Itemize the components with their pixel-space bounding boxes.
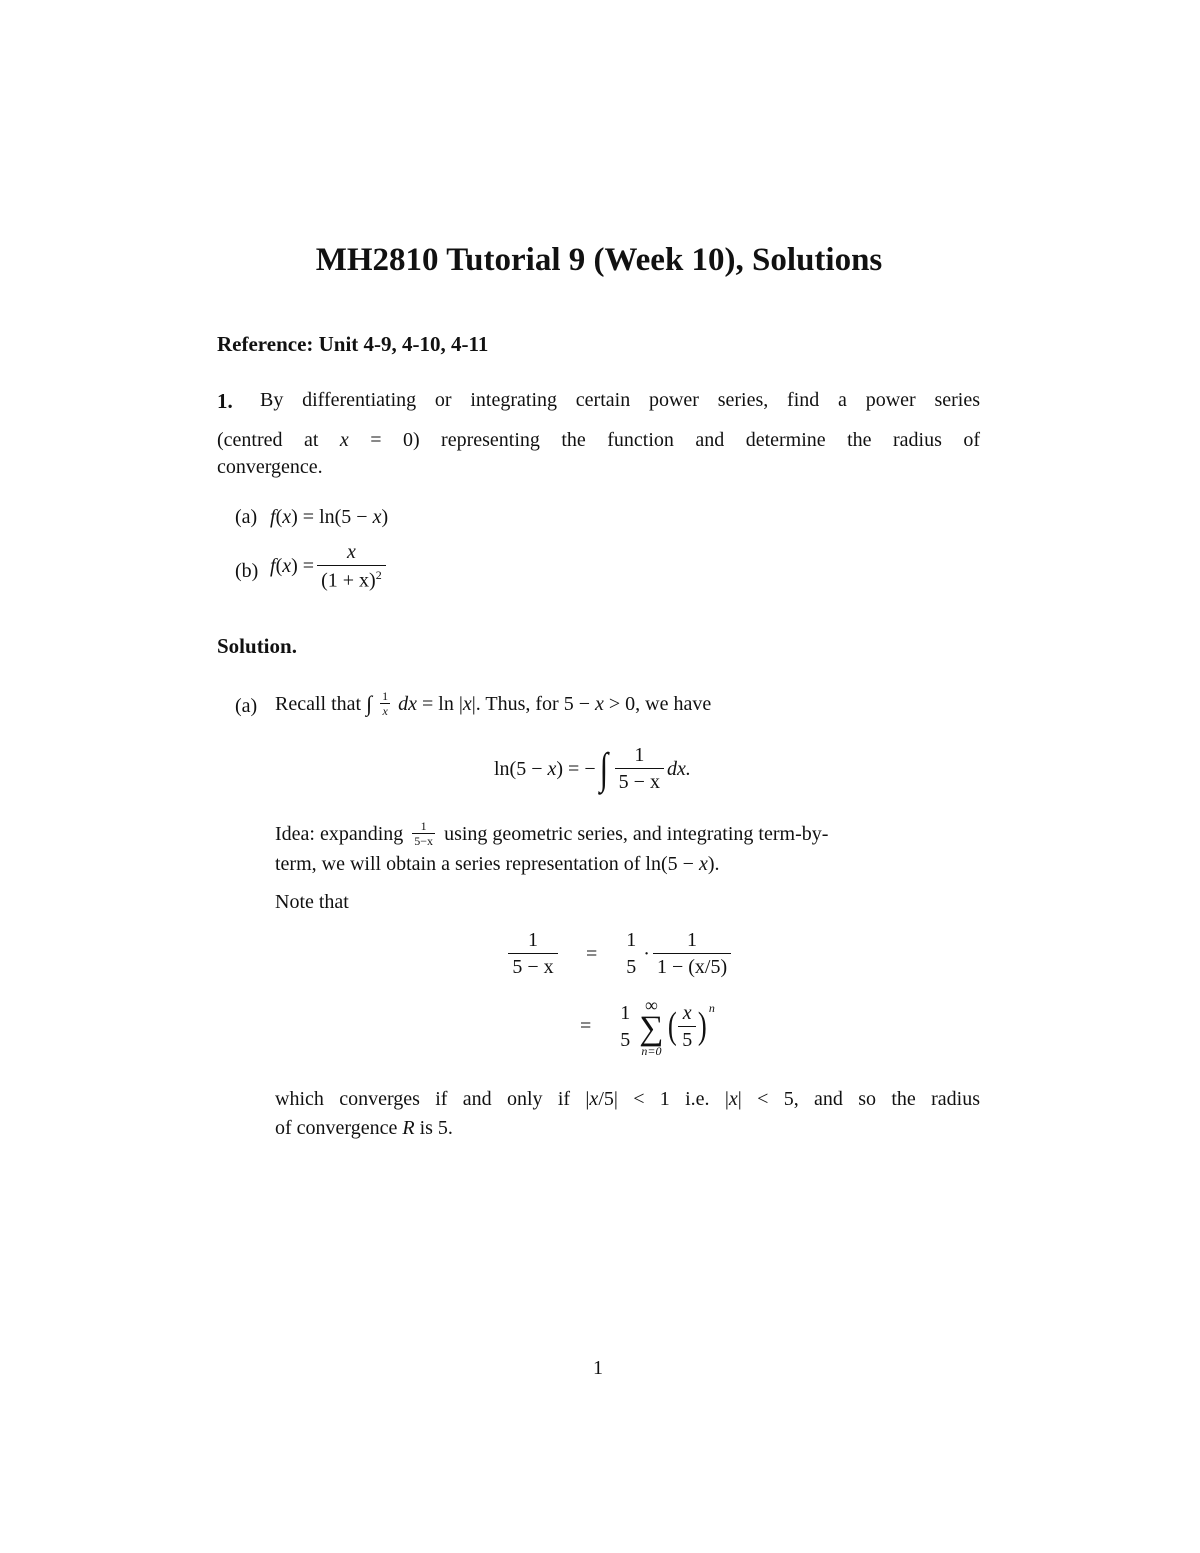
math-variable: x — [282, 506, 292, 528]
fraction-numerator: 1 — [382, 689, 389, 703]
fraction-denominator: 5 — [620, 1028, 631, 1051]
denominator-base: (1 + x) — [321, 569, 376, 592]
display-fraction — [615, 745, 664, 792]
page-number: 1 — [593, 1357, 603, 1379]
page-title: MH2810 Tutorial 9 (Week 10), Solutions — [315, 242, 883, 278]
math-variable: x — [462, 692, 472, 715]
geometric-fraction — [653, 930, 731, 977]
math-variable: dx — [398, 692, 417, 715]
fraction-denominator: 5−x — [414, 834, 434, 848]
display-equation-ln — [494, 745, 691, 792]
recall-line — [275, 690, 711, 717]
solution-heading: Solution. — [217, 634, 297, 658]
one-fifth-fraction — [616, 1003, 634, 1050]
fraction-denominator — [317, 565, 386, 591]
math-variable: x — [547, 757, 557, 780]
text-segment: /5| < 1 i.e. | — [598, 1088, 729, 1110]
text-segment: = ln | — [417, 692, 463, 715]
fraction-denominator: 1 − (x/5) — [653, 953, 731, 977]
fraction-denominator: 5 — [678, 1026, 696, 1050]
integral-sign: ∫ — [366, 690, 373, 716]
sum-upper-limit: ∞ — [644, 995, 658, 1015]
fraction-denominator: 5 − x — [508, 953, 557, 977]
fraction-denominator: 5 − x — [615, 768, 664, 792]
text-segment: of convergence — [275, 1117, 403, 1139]
fraction-numerator: 1 — [420, 819, 427, 833]
equals-sign: = — [586, 942, 598, 965]
fraction-numerator: 1 — [626, 929, 637, 951]
text-segment: ) = ln(5 − — [291, 506, 373, 528]
text-segment: term, we will obtain a series representation of ln(5 − — [275, 853, 699, 875]
idea-line-2 — [275, 854, 720, 874]
text-segment: ( — [275, 506, 283, 528]
one-fifth-fraction — [622, 930, 640, 977]
text-segment: | < 5, and so the radius — [737, 1088, 980, 1110]
fraction-numerator: 1 — [620, 1001, 631, 1024]
math-variable: x — [594, 692, 604, 715]
part-a-label: (a) — [235, 506, 258, 528]
text-segment: ) = — [291, 555, 315, 578]
part-b-label: (b) — [235, 560, 259, 582]
problem-line-1: By differentiating or integrating certain power series, find a power series — [260, 389, 980, 411]
text-segment: |. Thus, for 5 − — [471, 692, 595, 715]
dot-operator: · — [643, 942, 650, 965]
math-variable: f — [270, 555, 276, 578]
text-segment: ) = − — [556, 757, 596, 780]
math-variable: x — [282, 555, 292, 578]
math-variable: x — [339, 429, 349, 451]
text-segment: (centred at — [217, 429, 340, 451]
fraction-numerator: 1 — [528, 929, 538, 951]
text-segment: ) — [381, 506, 389, 528]
part-b-fraction — [317, 542, 386, 591]
math-variable: x — [728, 1088, 738, 1110]
fraction-numerator: x — [682, 1001, 692, 1024]
text-segment: ( — [275, 555, 283, 578]
sigma-icon: ∑ — [639, 1010, 664, 1047]
right-paren: ) — [698, 1005, 707, 1048]
math-variable: R — [402, 1117, 415, 1139]
text-segment: > 0, we have — [603, 692, 712, 715]
fraction-denominator: x — [382, 704, 388, 718]
summation — [639, 996, 663, 1057]
equation-lhs — [494, 759, 596, 779]
equation-row-2 — [580, 996, 715, 1057]
fraction-denominator: 5 — [626, 956, 637, 978]
one-over-x-fraction — [380, 690, 390, 717]
text-segment: is 5. — [414, 1117, 453, 1139]
equals-sign: = — [580, 1015, 592, 1038]
convergence-line-2 — [275, 1118, 453, 1138]
part-a-expression — [270, 507, 388, 527]
fraction-numerator: x — [346, 541, 356, 563]
note-that: Note that — [275, 891, 349, 913]
text-segment: which converges if and only if | — [275, 1088, 590, 1110]
math-variable: f — [270, 506, 276, 528]
solution-a-label: (a) — [235, 695, 258, 717]
recall-rest — [398, 694, 711, 714]
problem-line-3: convergence. — [217, 456, 323, 478]
math-variable: x — [589, 1088, 599, 1110]
problem-number: 1. — [217, 389, 233, 413]
idea-text: Idea: expanding — [275, 822, 404, 845]
exponent: n — [708, 1001, 715, 1015]
part-b-expression — [270, 542, 389, 591]
recall-text: Recall that — [275, 692, 362, 715]
lhs-fraction — [501, 930, 565, 977]
text-segment: = 0) representing the function and determine the radius of — [348, 429, 980, 451]
fraction-numerator: 1 — [634, 744, 645, 766]
integral-sign: ∫ — [599, 743, 608, 793]
idea-fraction — [412, 820, 435, 847]
equation-row-1 — [498, 930, 734, 977]
problem-line-2 — [217, 430, 980, 450]
idea-rest: using geometric series, and integrating term-by- — [444, 822, 829, 845]
math-variable: x — [698, 853, 708, 875]
reference-line: Reference: Unit 4-9, 4-10, 4-11 — [217, 332, 489, 356]
sum-lower-limit: n=0 — [641, 1043, 662, 1058]
left-paren: ( — [667, 1005, 677, 1048]
text-segment: ). — [707, 853, 720, 875]
text-segment: ln(5 − — [494, 757, 548, 780]
denominator-exponent: 2 — [375, 568, 382, 582]
idea-line-1 — [275, 820, 980, 847]
math-variable: x — [372, 506, 382, 528]
part-b-lhs — [270, 556, 314, 576]
differential: dx. — [666, 757, 691, 780]
fraction-numerator: 1 — [687, 929, 698, 951]
convergence-line-1 — [275, 1089, 980, 1109]
x-over-5-fraction — [678, 1003, 696, 1050]
